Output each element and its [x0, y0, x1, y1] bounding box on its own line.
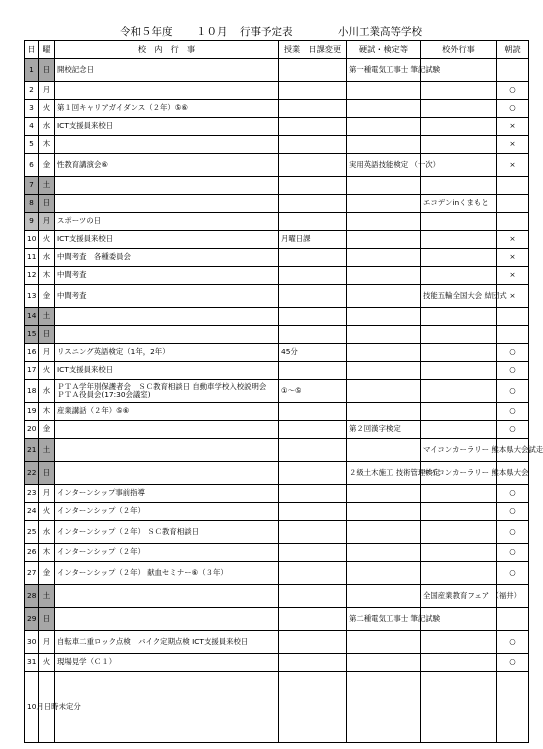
day-number: 8: [25, 195, 39, 213]
exam-entry: [347, 362, 421, 380]
exam-entry: [347, 521, 421, 544]
school-event: 自転車二重ロック点検 バイク定期点検 ICT支援員来校日: [55, 631, 279, 654]
school-event: [55, 177, 279, 195]
weekday: 水: [39, 249, 55, 267]
header-row: [25, 41, 529, 59]
outside-event: [421, 380, 497, 403]
class-change: [279, 308, 347, 326]
exam-entry: [347, 177, 421, 195]
day-number: 29: [25, 608, 39, 631]
day-number: 15: [25, 326, 39, 344]
weekday: 火: [39, 654, 55, 672]
morning-reading: ○: [497, 100, 529, 118]
morning-reading: [497, 326, 529, 344]
day-row: [25, 177, 529, 195]
morning-reading: [497, 195, 529, 213]
weekday: 火: [39, 503, 55, 521]
outside-event: [421, 82, 497, 100]
outside-event: [421, 344, 497, 362]
class-change: [279, 421, 347, 439]
weekday: 月: [39, 213, 55, 231]
outside-event: [421, 654, 497, 672]
day-row: [25, 267, 529, 285]
class-change: [279, 154, 347, 177]
morning-reading: ○: [497, 544, 529, 562]
day-row: [25, 362, 529, 380]
day-number: 28: [25, 585, 39, 608]
title-school: 小川工業高等学校: [338, 26, 422, 38]
outside-event: [421, 231, 497, 249]
morning-reading: [497, 308, 529, 326]
outside-event: 全国産業教育フェア （福井）: [421, 585, 497, 608]
day-row: [25, 231, 529, 249]
class-change: [279, 403, 347, 421]
day-number: 7: [25, 177, 39, 195]
day-number: 26: [25, 544, 39, 562]
exam-entry: [347, 100, 421, 118]
weekday: 木: [39, 267, 55, 285]
school-event: [55, 421, 279, 439]
day-number: 23: [25, 485, 39, 503]
undecided-label: 10月日時未定分: [25, 672, 39, 743]
exam-entry: ２級土木施工 技術管理検定: [347, 462, 421, 485]
school-event: [55, 439, 279, 462]
weekday: 土: [39, 439, 55, 462]
weekday: 日: [39, 195, 55, 213]
morning-reading: ○: [497, 485, 529, 503]
morning-reading: ×: [497, 285, 529, 308]
weekday: 土: [39, 585, 55, 608]
day-number: 13: [25, 285, 39, 308]
weekday: 火: [39, 362, 55, 380]
exam-entry: [347, 118, 421, 136]
class-change: [279, 631, 347, 654]
school-event: インターンシップ（２年） ＳＣ教育相談日: [55, 521, 279, 544]
morning-reading: ○: [497, 403, 529, 421]
exam-entry: [347, 485, 421, 503]
outside-event: [421, 421, 497, 439]
day-number: 12: [25, 267, 39, 285]
weekday: 月: [39, 631, 55, 654]
header-morning-reading: 朝読: [497, 41, 529, 59]
exam-entry: [347, 195, 421, 213]
weekday: 土: [39, 177, 55, 195]
day-number: 5: [25, 136, 39, 154]
school-event: [55, 585, 279, 608]
class-change: 月曜日課: [279, 231, 347, 249]
day-number: 2: [25, 82, 39, 100]
exam-entry: [347, 344, 421, 362]
header-weekday: 曜: [39, 41, 55, 59]
exam-entry: 実用英語技能検定 （一次）: [347, 154, 421, 177]
school-event: インターンシップ（２年） 献血セミナー⑥（３年）: [55, 562, 279, 585]
day-row: [25, 154, 529, 177]
morning-reading: ○: [497, 380, 529, 403]
exam-entry: [347, 249, 421, 267]
school-event: 中間考査: [55, 267, 279, 285]
day-number: 22: [25, 462, 39, 485]
morning-reading: ○: [497, 521, 529, 544]
outside-event: [421, 403, 497, 421]
day-number: 31: [25, 654, 39, 672]
outside-event: [421, 326, 497, 344]
outside-event: [421, 562, 497, 585]
weekday: 日: [39, 608, 55, 631]
header-day: 日: [25, 41, 39, 59]
weekday: 日: [39, 462, 55, 485]
class-change: ①～⑤: [279, 380, 347, 403]
outside-event: [421, 631, 497, 654]
school-event: 性教育講演会⑥: [55, 154, 279, 177]
morning-reading: ×: [497, 249, 529, 267]
day-row: [25, 462, 529, 485]
day-number: 4: [25, 118, 39, 136]
morning-reading: ○: [497, 362, 529, 380]
day-number: 10: [25, 231, 39, 249]
day-number: 25: [25, 521, 39, 544]
weekday: 水: [39, 521, 55, 544]
school-event: 中間考査: [55, 285, 279, 308]
weekday: 日: [39, 59, 55, 82]
header-outside-events: 校外行事: [421, 41, 497, 59]
day-row: [25, 562, 529, 585]
day-row: [25, 503, 529, 521]
outside-event: [421, 100, 497, 118]
day-row: [25, 585, 529, 608]
day-row: [25, 136, 529, 154]
class-change: [279, 462, 347, 485]
school-event: スポーツの日: [55, 213, 279, 231]
school-event: リスニング英語検定（1年，2年）: [55, 344, 279, 362]
exam-entry: [347, 82, 421, 100]
outside-event: [421, 485, 497, 503]
exam-entry: [347, 503, 421, 521]
class-change: [279, 608, 347, 631]
day-number: 27: [25, 562, 39, 585]
day-row: [25, 421, 529, 439]
weekday: 金: [39, 154, 55, 177]
class-change: [279, 439, 347, 462]
day-row: [25, 59, 529, 82]
day-row: [25, 380, 529, 403]
class-change: [279, 485, 347, 503]
exam-entry: [347, 231, 421, 249]
school-event: [55, 326, 279, 344]
weekday: 月: [39, 485, 55, 503]
class-change: 45分: [279, 344, 347, 362]
school-event: ICT支援員来校日: [55, 362, 279, 380]
day-row: [25, 631, 529, 654]
exam-entry: [347, 439, 421, 462]
outside-event: [421, 249, 497, 267]
class-change: [279, 585, 347, 608]
day-number: 30: [25, 631, 39, 654]
day-row: [25, 285, 529, 308]
school-event: ICT支援員来校日: [55, 118, 279, 136]
title-year: 令和５年度: [120, 26, 173, 38]
weekday: 木: [39, 136, 55, 154]
exam-entry: [347, 380, 421, 403]
class-change: [279, 562, 347, 585]
exam-entry: [347, 213, 421, 231]
day-row: [25, 544, 529, 562]
weekday: 金: [39, 421, 55, 439]
school-event: [55, 82, 279, 100]
exam-entry: [347, 308, 421, 326]
school-event: 第１回キャリアガイダンス（２年）⑤⑥: [55, 100, 279, 118]
morning-reading: [497, 608, 529, 631]
school-event: [55, 308, 279, 326]
exam-entry: [347, 562, 421, 585]
day-row: [25, 326, 529, 344]
day-row: [25, 403, 529, 421]
exam-entry: [347, 285, 421, 308]
exam-entry: 第二種電気工事士 筆記試験: [347, 608, 421, 631]
schedule-table: [24, 40, 543, 743]
morning-reading: ○: [497, 421, 529, 439]
class-change: [279, 118, 347, 136]
school-event: ICT支援員来校日: [55, 231, 279, 249]
exam-entry: [347, 403, 421, 421]
day-number: 17: [25, 362, 39, 380]
school-event: [55, 608, 279, 631]
class-change: [279, 362, 347, 380]
day-number: 14: [25, 308, 39, 326]
day-row: [25, 195, 529, 213]
morning-reading: ○: [497, 344, 529, 362]
weekday: 水: [39, 118, 55, 136]
day-row: [25, 654, 529, 672]
class-change: [279, 177, 347, 195]
class-change: [279, 82, 347, 100]
outside-event: マイコンカーラリー 熊本県大会: [421, 462, 497, 485]
page-title: [0, 24, 539, 40]
class-change: [279, 521, 347, 544]
day-number: 16: [25, 344, 39, 362]
school-event: インターンシップ（２年）: [55, 503, 279, 521]
class-change: [279, 100, 347, 118]
class-change: [279, 654, 347, 672]
exam-entry: [347, 136, 421, 154]
day-number: 20: [25, 421, 39, 439]
exam-entry: [347, 326, 421, 344]
day-row: [25, 439, 529, 462]
day-row: [25, 118, 529, 136]
morning-reading: ×: [497, 267, 529, 285]
morning-reading: ○: [497, 631, 529, 654]
morning-reading: ○: [497, 503, 529, 521]
day-row: [25, 344, 529, 362]
class-change: [279, 136, 347, 154]
outside-event: 技能五輪全国大会 結団式: [421, 285, 497, 308]
exam-entry: [347, 654, 421, 672]
school-event: [55, 136, 279, 154]
day-number: 18: [25, 380, 39, 403]
school-event: [55, 195, 279, 213]
morning-reading: ×: [497, 231, 529, 249]
undecided-row: [25, 672, 529, 743]
morning-reading: ○: [497, 82, 529, 100]
school-event: インターンシップ事前指導: [55, 485, 279, 503]
day-number: 9: [25, 213, 39, 231]
header-school-events: 校 内 行 事: [55, 41, 279, 59]
weekday: 火: [39, 100, 55, 118]
school-event: インターンシップ（２年）: [55, 544, 279, 562]
morning-reading: [497, 59, 529, 82]
class-change: [279, 213, 347, 231]
morning-reading: ○: [497, 562, 529, 585]
title-month: １０月: [196, 26, 228, 38]
day-row: [25, 249, 529, 267]
weekday: 日: [39, 326, 55, 344]
day-row: [25, 82, 529, 100]
day-number: 21: [25, 439, 39, 462]
outside-event: [421, 118, 497, 136]
day-number: 24: [25, 503, 39, 521]
day-number: 3: [25, 100, 39, 118]
outside-event: エコデンinくまもと: [421, 195, 497, 213]
day-number: 1: [25, 59, 39, 82]
school-event: 産業講話（２年）⑤⑥: [55, 403, 279, 421]
class-change: [279, 503, 347, 521]
class-change: [279, 326, 347, 344]
class-change: [279, 249, 347, 267]
weekday: 木: [39, 544, 55, 562]
outside-event: [421, 544, 497, 562]
exam-entry: [347, 544, 421, 562]
weekday: 月: [39, 344, 55, 362]
day-row: [25, 213, 529, 231]
day-row: [25, 100, 529, 118]
weekday: 火: [39, 231, 55, 249]
outside-event: マイコンカーラリー 熊本県大会試走: [421, 439, 497, 462]
outside-event: [421, 362, 497, 380]
class-change: [279, 267, 347, 285]
weekday: 土: [39, 308, 55, 326]
class-change: [279, 285, 347, 308]
weekday: 月: [39, 82, 55, 100]
morning-reading: [497, 177, 529, 195]
exam-entry: 第一種電気工事士 筆記試験: [347, 59, 421, 82]
outside-event: [421, 521, 497, 544]
outside-event: [421, 213, 497, 231]
exam-entry: [347, 631, 421, 654]
header-class-change: 授業 日課変更: [279, 41, 347, 59]
outside-event: [421, 267, 497, 285]
class-change: [279, 544, 347, 562]
weekday: 水: [39, 380, 55, 403]
morning-reading: ×: [497, 118, 529, 136]
morning-reading: ×: [497, 154, 529, 177]
day-number: 6: [25, 154, 39, 177]
title-name: 行事予定表: [240, 26, 293, 38]
exam-entry: [347, 267, 421, 285]
day-row: [25, 521, 529, 544]
morning-reading: [497, 213, 529, 231]
outside-event: [421, 503, 497, 521]
weekday: 金: [39, 285, 55, 308]
day-number: 11: [25, 249, 39, 267]
day-row: [25, 485, 529, 503]
day-row: [25, 608, 529, 631]
school-event: 開校記念日: [55, 59, 279, 82]
exam-entry: 第２回漢字検定: [347, 421, 421, 439]
school-event: ＰＴＡ学年別保護者会 ＳＣ教育相談日 自動車学校入校説明会 ＰＴＡ役員会(17:30会議室): [55, 380, 279, 403]
morning-reading: ○: [497, 654, 529, 672]
exam-entry: [347, 585, 421, 608]
school-event: 現場見学（Ｃ１）: [55, 654, 279, 672]
school-event: 中間考査 各種委員会: [55, 249, 279, 267]
weekday: 金: [39, 562, 55, 585]
class-change: [279, 195, 347, 213]
outside-event: [421, 136, 497, 154]
day-row: [25, 308, 529, 326]
header-exams: 硬試・検定等: [347, 41, 421, 59]
outside-event: [421, 177, 497, 195]
school-event: [55, 462, 279, 485]
class-change: [279, 59, 347, 82]
day-number: 19: [25, 403, 39, 421]
morning-reading: ×: [497, 136, 529, 154]
outside-event: [421, 308, 497, 326]
weekday: 木: [39, 403, 55, 421]
